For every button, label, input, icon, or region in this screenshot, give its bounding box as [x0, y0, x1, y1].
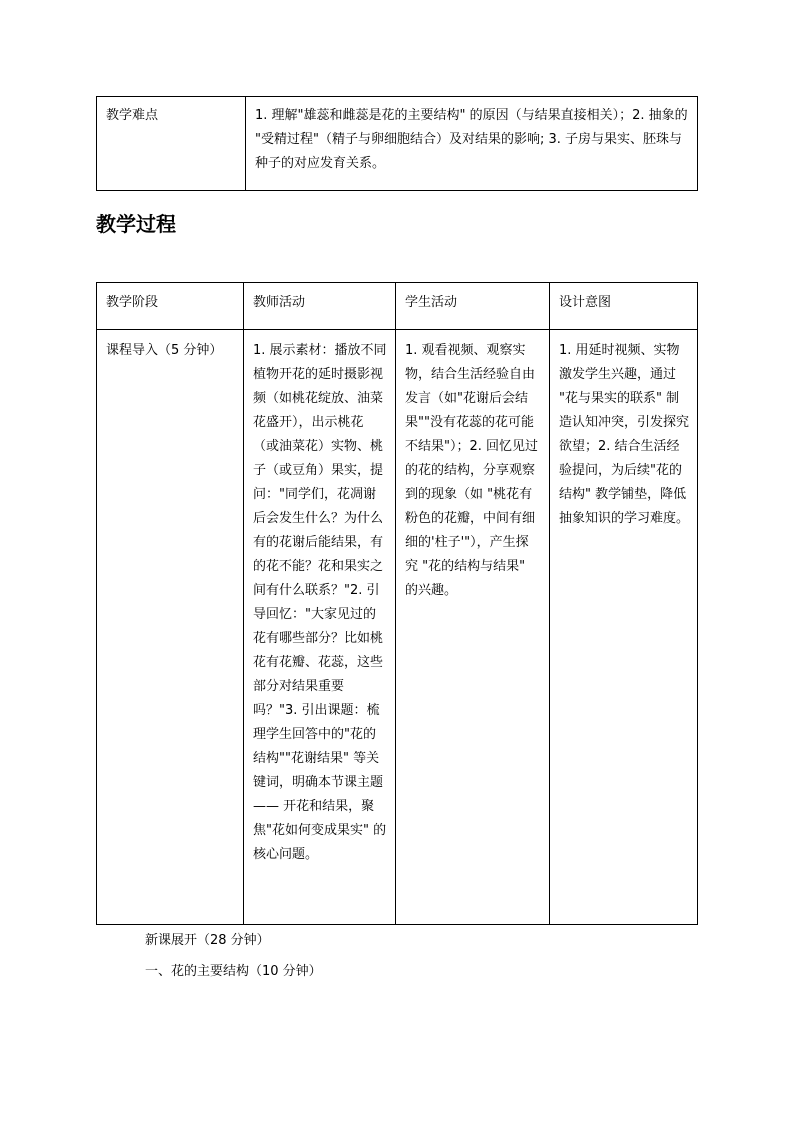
design-intent-cell: 1. 用延时视频、实物激发学生兴趣，通过 "花与果实的联系" 制造认知冲突，引发探究欲望；2. 结合生活经验提问，为后续"花的结构" 教学铺垫，降低抽象知识的学习难度。	[550, 330, 698, 925]
new-lesson-heading: 新课展开（28 分钟）	[145, 933, 270, 948]
teaching-process-table	[96, 282, 698, 925]
stage-cell: 课程导入（5 分钟）	[97, 330, 244, 925]
header-teacher-activity: 教师活动	[244, 283, 396, 330]
header-stage: 教学阶段	[97, 283, 244, 330]
difficulty-content: 1. 理解"雄蕊和雌蕊是花的主要结构" 的原因（与结果直接相关）；2. 抽象的 "受精过程"（精子与卵细胞结合）及对结果的影响; 3. 子房与果实、胚珠与种子的对应发育关系。	[246, 97, 698, 191]
teacher-activity-cell: 1. 展示素材：播放不同植物开花的延时摄影视频（如桃花绽放、油菜花盛开），出示桃花（或油菜花）实物、桃子（或豆角）果实，提问："同学们，花凋谢后会发生什么？为什么有的花谢后能结果，有的花不能？花和果实之间有什么联系？"2. 引导回忆："大家见过的花有哪些部分？比如桃花有花瓣、花蕊，这些部分对结果重要吗？"3. 引出课题：梳理学生回答中的"花的结构""花谢结果" 等关键词，明确本节课主题 —— 开花和结果，聚焦"花如何变成果实" 的核心问题。	[244, 330, 396, 925]
table-header-row	[97, 283, 698, 330]
header-student-activity: 学生活动	[396, 283, 550, 330]
student-activity-cell: 1. 观看视频、观察实物，结合生活经验自由发言（如"花谢后会结果""没有花蕊的花可能不结果"）；2. 回忆见过的花的结构，分享观察到的现象（如 "桃花有粉色的花瓣，中间有细细的'柱子'"），产生探究 "花的结构与结果" 的兴趣。	[396, 330, 550, 925]
difficulty-label: 教学难点	[97, 97, 246, 191]
table-row	[97, 330, 698, 925]
table-row	[97, 97, 698, 191]
header-design-intent: 设计意图	[550, 283, 698, 330]
teaching-difficulty-table	[96, 96, 698, 191]
flower-structure-heading: 一、花的主要结构（10 分钟）	[145, 964, 322, 979]
section-title: 教学过程	[96, 212, 176, 236]
